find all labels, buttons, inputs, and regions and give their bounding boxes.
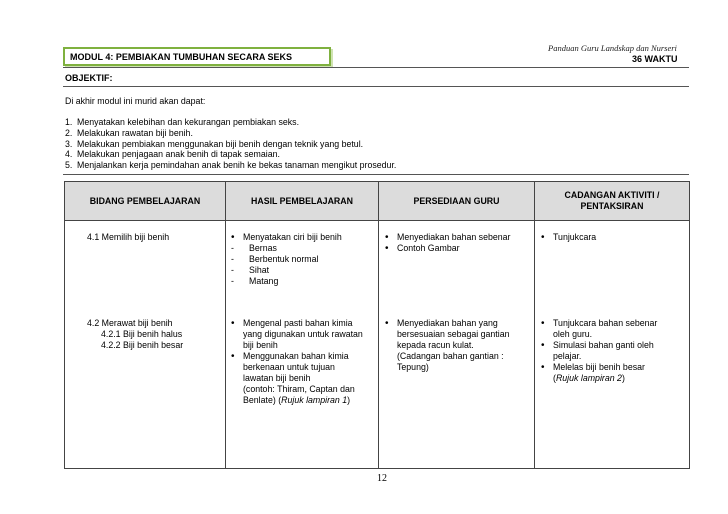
row2-hasil: • Mengenal pasti bahan kimia yang digunakan untuk rawatan biji benih • Menggunakan bahan kimia berkenaan untuk tujuan lawatan biji benih (contoh: Thiram, Captan dan Benlate) (Rujuk lampiran 1)	[229, 318, 377, 406]
header-persediaan: PERSEDIAAN GURU	[413, 195, 500, 206]
row1-hasil: • Menyatakan ciri biji benih - Bernas - Berbentuk normal - Sihat - Matang	[229, 232, 377, 287]
objective-item: 5. Menjalankan kerja pemindahan anak benih ke bekas tanaman mengikut prosedur.	[65, 160, 397, 171]
objective-item: 1. Menyatakan kelebihan dan kekurangan pembiakan seks.	[65, 117, 300, 127]
divider	[63, 86, 689, 87]
row1-bidang: 4.1 Memilih biji benih	[87, 232, 170, 242]
objective-heading: OBJEKTIF:	[65, 73, 113, 83]
row2-bidang: 4.2 Merawat biji benih 4.2.1 Biji benih halus 4.2.2 Biji benih besar	[87, 318, 184, 350]
objective-intro: Di akhir modul ini murid akan dapat:	[65, 96, 206, 106]
objective-list	[65, 117, 396, 171]
module-hours: 36 WAKTU	[632, 54, 678, 64]
module-title: MODUL 4: PEMBIAKAN TUMBUHAN SECARA SEKS	[70, 52, 293, 62]
column-divider	[378, 182, 379, 468]
row1-persediaan: • Menyediakan bahan sebenar • Contoh Gambar	[383, 232, 533, 254]
objective-item: 3. Melakukan pembiakan menggunakan biji benih dengan teknik yang betul.	[65, 138, 364, 149]
column-divider	[534, 182, 535, 468]
guide-title: Panduan Guru Landskap dan Nurseri	[548, 43, 677, 53]
page-number: 12	[377, 473, 387, 484]
column-divider	[225, 182, 226, 468]
header-hasil: HASIL PEMBELAJARAN	[251, 195, 353, 206]
objective-item: 4. Melakukan penjagaan anak benih di tapak semaian.	[65, 149, 280, 160]
header-cadangan: CADANGAN AKTIVITI / PENTAKSIRAN	[564, 190, 660, 211]
curriculum-table	[64, 181, 690, 469]
header-bidang: BIDANG PEMBELAJARAN	[89, 195, 201, 206]
module-title-box	[63, 47, 331, 66]
row1-cadangan: • Tunjukcara	[539, 232, 687, 243]
row2-cadangan: • Tunjukcara bahan sebenar oleh guru. • Simulasi bahan ganti oleh pelajar. • Melelas biji benih besar (Rujuk lampiran 2)	[539, 318, 687, 384]
table-header-row	[65, 182, 689, 221]
divider	[63, 67, 689, 68]
divider	[63, 174, 689, 175]
row2-persediaan: • Menyediakan bahan yang bersesuaian sebagai gantian kepada racun kulat. (Cadangan bahan gantian : Tepung)	[383, 318, 533, 373]
objective-item: 2. Melakukan rawatan biji benih.	[65, 127, 193, 138]
